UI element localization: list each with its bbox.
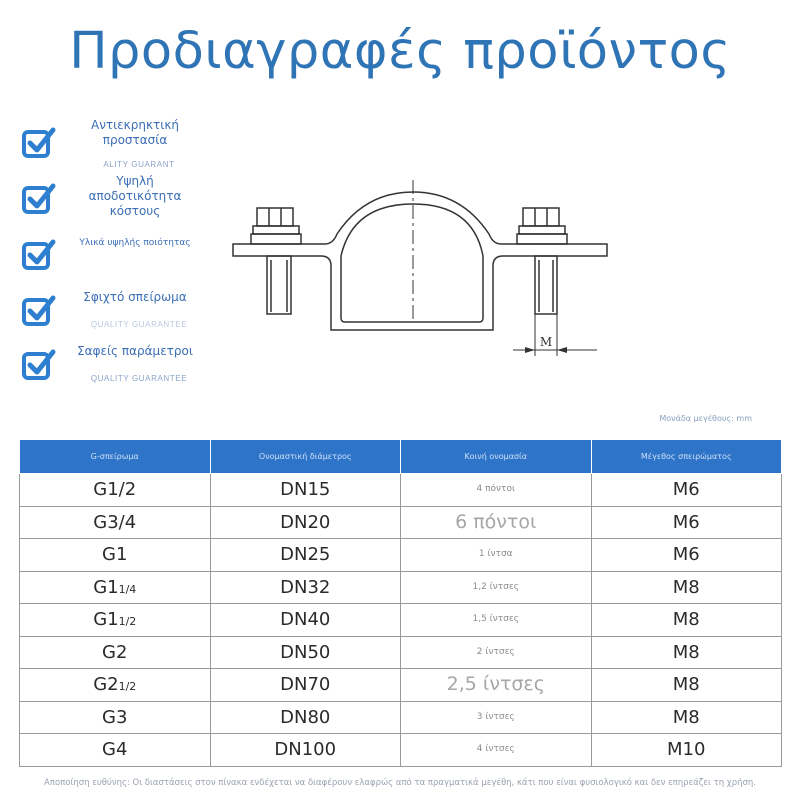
g-thread-cell: G11/4 bbox=[20, 571, 211, 604]
dn-cell: DN100 bbox=[210, 734, 401, 767]
feature-item bbox=[22, 118, 212, 170]
common-name-cell: 2 ίντσες bbox=[401, 636, 592, 669]
dn-cell: DN15 bbox=[210, 474, 401, 507]
unit-note: Μονάδα μεγέθους: mm bbox=[659, 414, 752, 423]
pipe-clamp-drawing bbox=[225, 180, 625, 365]
g-thread-cell: G3/4 bbox=[20, 506, 211, 539]
m-cell: M8 bbox=[591, 701, 782, 734]
check-square-icon bbox=[22, 348, 56, 382]
check-square-icon bbox=[22, 182, 56, 216]
dn-cell: DN50 bbox=[210, 636, 401, 669]
dimension-label: M bbox=[539, 335, 553, 349]
feature-label: Υψηλή αποδοτικότητα κόστους bbox=[88, 174, 182, 218]
check-square-icon bbox=[22, 294, 56, 328]
feature-sublabel: QUALITY GUARANTEE bbox=[90, 320, 188, 329]
dn-cell: DN80 bbox=[210, 701, 401, 734]
dn-cell: DN20 bbox=[210, 506, 401, 539]
table-row bbox=[20, 604, 782, 637]
m-cell: M6 bbox=[591, 474, 782, 507]
g-thread-cell: G11/2 bbox=[20, 604, 211, 637]
common-name-cell: 4 ίντσες bbox=[401, 734, 592, 767]
header-common-name: Κοινή ονομασία bbox=[401, 440, 592, 474]
feature-item bbox=[22, 286, 212, 338]
dn-cell: DN25 bbox=[210, 539, 401, 572]
check-square-icon bbox=[22, 238, 56, 272]
common-name-cell: 3 ίντσες bbox=[401, 701, 592, 734]
feature-label: Σαφείς παράμετροι bbox=[77, 344, 193, 358]
feature-sublabel: ALITY GUARANT bbox=[103, 160, 175, 169]
spec-table bbox=[19, 439, 782, 767]
dn-cell: DN40 bbox=[210, 604, 401, 637]
table-header-row bbox=[20, 440, 782, 474]
m-cell: M8 bbox=[591, 669, 782, 702]
m-cell: M8 bbox=[591, 636, 782, 669]
table-row bbox=[20, 701, 782, 734]
common-name-cell: 1 ίντσα bbox=[401, 539, 592, 572]
disclaimer-footnote: Αποποίηση ευθύνης: Οι διαστάσεις στον πίνακα ενδέχεται να διαφέρουν ελαφρώς από τα πραγματικά μεγέθη, κάτι που είναι φυσιολογικό και δεν επηρεάζει τη χρήση. bbox=[44, 778, 756, 788]
feature-sublabel: QUALITY GUARANTEE bbox=[90, 374, 188, 383]
m-cell: M6 bbox=[591, 539, 782, 572]
page-title: Προδιαγραφές προϊόντος bbox=[69, 22, 731, 81]
header-thread-size: Μέγεθος σπειρώματος bbox=[591, 440, 782, 474]
feature-item bbox=[22, 340, 212, 392]
table-row bbox=[20, 734, 782, 767]
check-square-icon bbox=[22, 126, 56, 160]
m-cell: M6 bbox=[591, 506, 782, 539]
feature-label: Σφιχτό σπείρωμα bbox=[83, 290, 187, 304]
table-row bbox=[20, 506, 782, 539]
g-thread-cell: G1 bbox=[20, 539, 211, 572]
common-name-cell: 4 πόντοι bbox=[401, 474, 592, 507]
feature-item bbox=[22, 174, 212, 226]
common-name-cell: 2,5 ίντσες bbox=[401, 669, 592, 702]
g-thread-cell: G21/2 bbox=[20, 669, 211, 702]
g-thread-cell: G4 bbox=[20, 734, 211, 767]
common-name-cell: 6 πόντοι bbox=[401, 506, 592, 539]
g-thread-cell: G1/2 bbox=[20, 474, 211, 507]
g-thread-cell: G2 bbox=[20, 636, 211, 669]
table-row bbox=[20, 669, 782, 702]
table-row bbox=[20, 474, 782, 507]
g-thread-cell: G3 bbox=[20, 701, 211, 734]
common-name-cell: 1,5 ίντσες bbox=[401, 604, 592, 637]
dn-cell: DN32 bbox=[210, 571, 401, 604]
table-row bbox=[20, 539, 782, 572]
common-name-cell: 1,2 ίντσες bbox=[401, 571, 592, 604]
header-g-thread: G-σπείρωμα bbox=[20, 440, 211, 474]
feature-label: Αντιεκρηκτική προστασία bbox=[90, 118, 179, 147]
header-nominal-diameter: Ονομαστική διάμετρος bbox=[210, 440, 401, 474]
dn-cell: DN70 bbox=[210, 669, 401, 702]
table-row bbox=[20, 571, 782, 604]
m-cell: M10 bbox=[591, 734, 782, 767]
m-cell: M8 bbox=[591, 604, 782, 637]
feature-item bbox=[22, 230, 212, 282]
m-cell: M8 bbox=[591, 571, 782, 604]
feature-label: Υλικά υψηλής ποιότητας bbox=[79, 238, 191, 248]
table-row bbox=[20, 636, 782, 669]
